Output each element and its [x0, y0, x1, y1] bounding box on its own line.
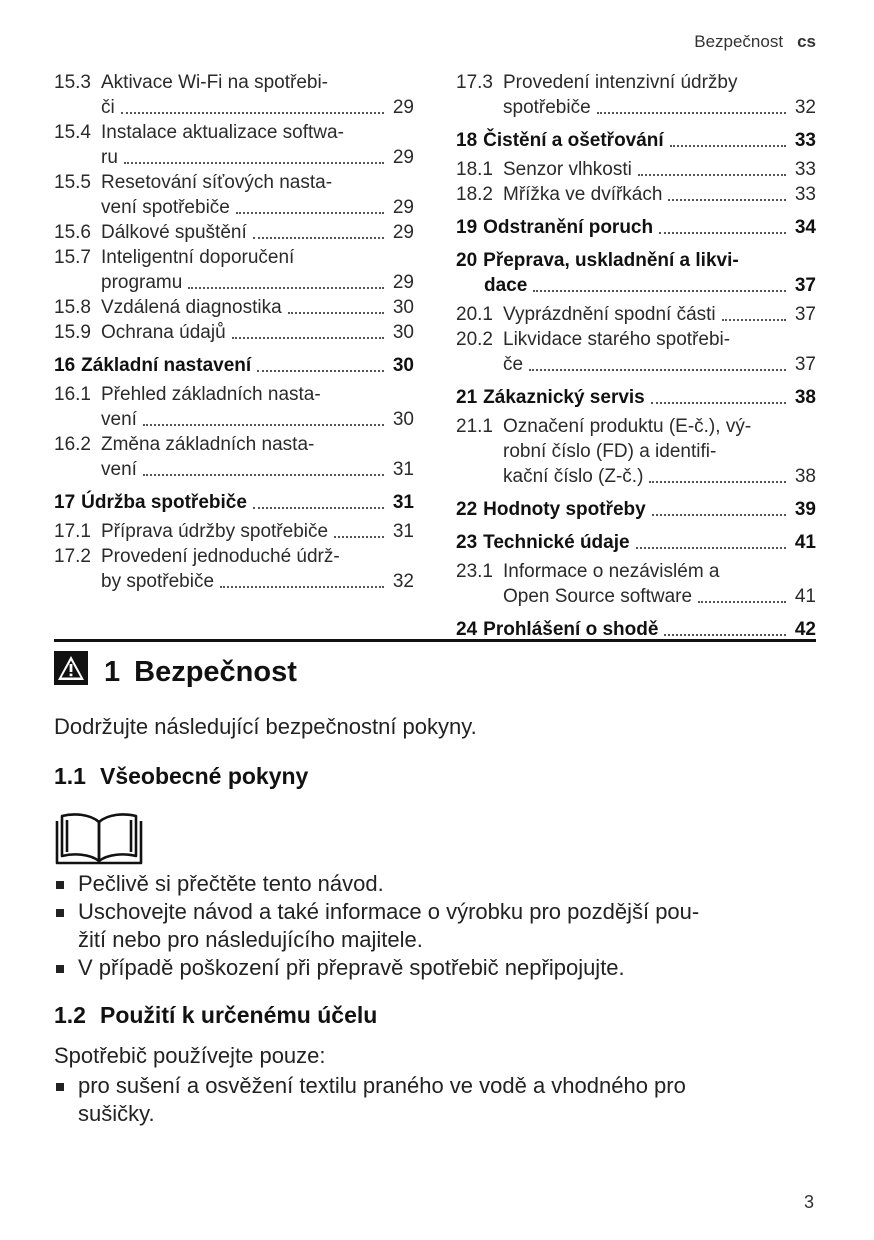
toc-page-number: 31	[392, 492, 414, 513]
toc-chapter-entry	[54, 353, 414, 378]
toc-page-number: 32	[392, 571, 414, 592]
toc-subsection-entry	[456, 157, 816, 182]
toc-subsection-entry	[54, 70, 414, 120]
toc-dot-leader	[670, 145, 786, 147]
subsection-title: Všeobecné pokyny	[99, 763, 309, 789]
bullet-square-icon	[56, 909, 64, 917]
toc-dot-leader	[220, 586, 384, 588]
toc-entry-title: kační číslo (Z-č.)	[503, 466, 644, 487]
toc-page-number: 37	[794, 354, 816, 375]
running-header-section: Bezpečnost	[694, 32, 784, 51]
toc-entry-title: robní číslo (FD) a identifi-	[503, 441, 717, 462]
toc-subsection-entry	[54, 544, 414, 594]
toc-entry-title: Údržba spotřebiče	[81, 492, 247, 513]
toc-page-number: 38	[794, 466, 816, 487]
toc-dot-leader	[651, 402, 786, 404]
intended-use-lead: Spotřebič používejte pouze:	[54, 1043, 326, 1068]
toc-page-number: 33	[794, 159, 816, 180]
toc-page-number: 34	[794, 217, 816, 238]
toc-entry-title: Přehled základních nasta-	[101, 384, 321, 405]
toc-entry-number: 15.3	[54, 72, 91, 93]
toc-page-number: 33	[794, 130, 816, 151]
toc-page-number: 29	[392, 147, 414, 168]
toc-entry-number: 15.4	[54, 122, 91, 143]
chapter-intro: Dodržujte následující bezpečnostní pokyny.	[54, 714, 477, 739]
toc-entry-number: 23.1	[456, 561, 493, 582]
running-header	[694, 32, 816, 52]
toc-entry-title: Vzdálená diagnostika	[101, 297, 282, 318]
toc-dot-leader	[334, 536, 384, 538]
toc-entry-title: Instalace aktualizace softwa-	[101, 122, 344, 143]
toc-entry-number: 15.5	[54, 172, 91, 193]
toc-entry-title: Open Source software	[503, 586, 693, 607]
toc-dot-leader	[188, 287, 384, 289]
running-header-language: cs	[797, 32, 816, 51]
list-item: pro sušení a osvěžení textilu praného ve vodě a vhodného pro sušičky.	[54, 1072, 816, 1128]
toc-entry-number: 15.8	[54, 297, 91, 318]
toc-dot-leader	[698, 601, 786, 603]
toc-page-number: 39	[794, 499, 816, 520]
toc-dot-leader	[597, 112, 786, 114]
toc-page-number: 31	[392, 459, 414, 480]
list-item: Pečlivě si přečtěte tento návod.	[54, 870, 816, 898]
toc-entry-number: 20	[456, 250, 478, 271]
toc-entry-number: 18.1	[456, 159, 493, 180]
toc-page-number: 38	[794, 387, 816, 408]
toc-entry-title: Odstranění poruch	[483, 217, 654, 238]
toc-subsection-entry	[456, 559, 816, 609]
toc-dot-leader	[236, 212, 384, 214]
toc-subsection-entry	[456, 302, 816, 327]
toc-entry-title: vení	[101, 409, 137, 430]
toc-entry-title: Základní nastavení	[81, 355, 252, 376]
toc-dot-leader	[257, 370, 384, 372]
toc-entry-number: 20.1	[456, 304, 493, 325]
toc-entry-number: 17.1	[54, 521, 91, 542]
toc-entry-title: Provedení intenzivní údržby	[503, 72, 738, 93]
toc-entry-number: 15.6	[54, 222, 91, 243]
toc-subsection-entry	[456, 327, 816, 377]
toc-dot-leader	[124, 162, 384, 164]
toc-entry-title: Resetování síťových nasta-	[101, 172, 333, 193]
toc-page-number: 31	[392, 521, 414, 542]
toc-page-number: 41	[794, 532, 816, 553]
subsection-number: 1.2	[54, 1002, 86, 1028]
toc-chapter-entry	[54, 490, 414, 515]
toc-entry-title: Hodnoty spotřeby	[483, 499, 646, 520]
toc-page-number: 33	[794, 184, 816, 205]
toc-dot-leader	[659, 232, 786, 234]
toc-page-number: 30	[392, 297, 414, 318]
bullet-square-icon	[56, 881, 64, 889]
toc-entry-title: Inteligentní doporučení	[101, 247, 295, 268]
toc-column-left	[54, 70, 414, 594]
general-instructions-list	[54, 870, 816, 982]
toc-entry-title: Senzor vlhkosti	[503, 159, 632, 180]
toc-subsection-entry	[54, 432, 414, 482]
toc-entry-title: Likvidace starého spotřebi-	[503, 329, 731, 350]
toc-dot-leader	[121, 112, 384, 114]
toc-entry-title: ru	[101, 147, 118, 168]
toc-entry-title: či	[101, 97, 115, 118]
toc-dot-leader	[529, 369, 786, 371]
subsection-heading-intended-use	[54, 1002, 377, 1029]
toc-entry-title: Dálkové spuštění	[101, 222, 247, 243]
warning-triangle-icon	[54, 651, 88, 685]
toc-entry-title: Přeprava, uskladnění a likvi-	[483, 250, 739, 271]
bullet-square-icon	[56, 965, 64, 973]
toc-subsection-entry	[54, 170, 414, 220]
toc-subsection-entry	[54, 120, 414, 170]
toc-page-number: 29	[392, 97, 414, 118]
toc-entry-title: Technické údaje	[483, 532, 630, 553]
toc-subsection-entry	[54, 382, 414, 432]
toc-entry-number: 24	[456, 619, 478, 640]
subsection-number: 1.1	[54, 763, 86, 789]
toc-entry-title: Označení produktu (E-č.), vý-	[503, 416, 752, 437]
toc-page-number: 37	[794, 304, 816, 325]
toc-dot-leader	[664, 634, 786, 636]
toc-page-number: 42	[794, 619, 816, 640]
subsection-heading-general	[54, 763, 308, 790]
toc-entry-title: če	[503, 354, 524, 375]
toc-subsection-entry	[54, 245, 414, 295]
toc-page-number: 32	[794, 97, 816, 118]
bullet-square-icon	[56, 1083, 64, 1091]
toc-entry-title: Aktivace Wi-Fi na spotřebi-	[101, 72, 329, 93]
toc-page-number: 29	[392, 272, 414, 293]
page-number: 3	[803, 1192, 814, 1212]
toc-page-number: 30	[392, 322, 414, 343]
toc-entry-title: Ochrana údajů	[101, 322, 226, 343]
toc-dot-leader	[533, 290, 786, 292]
toc-chapter-entry	[456, 128, 816, 153]
chapter-heading	[104, 656, 297, 689]
toc-entry-title: by spotřebiče	[101, 571, 215, 592]
toc-chapter-entry	[456, 530, 816, 555]
toc-entry-title: Vyprázdnění spodní části	[503, 304, 716, 325]
toc-entry-title: vení	[101, 459, 137, 480]
toc-dot-leader	[232, 337, 384, 339]
toc-subsection-entry	[54, 320, 414, 345]
toc-dot-leader	[636, 547, 786, 549]
toc-page-number: 37	[794, 275, 816, 296]
toc-dot-leader	[722, 319, 786, 321]
toc-entry-title: Změna základních nasta-	[101, 434, 315, 455]
open-book-icon	[54, 808, 144, 866]
toc-subsection-entry	[54, 295, 414, 320]
chapter-number: 1	[104, 656, 121, 688]
toc-entry-number: 16.2	[54, 434, 91, 455]
toc-entry-title: dace	[484, 275, 528, 296]
toc-dot-leader	[668, 199, 786, 201]
toc-dot-leader	[649, 481, 786, 483]
chapter-title: Bezpečnost	[134, 656, 297, 688]
toc-entry-number: 17.2	[54, 546, 91, 567]
toc-dot-leader	[638, 174, 786, 176]
toc-page-number: 30	[392, 409, 414, 430]
toc-entry-number: 16.1	[54, 384, 91, 405]
toc-entry-number: 18.2	[456, 184, 493, 205]
toc-entry-title: Zákaznický servis	[483, 387, 645, 408]
toc-entry-number: 20.2	[456, 329, 493, 350]
toc-entry-number: 23	[456, 532, 478, 553]
toc-dot-leader	[652, 514, 786, 516]
toc-chapter-entry	[456, 215, 816, 240]
toc-page-number: 30	[392, 355, 414, 376]
toc-entry-title: Informace o nezávislém a	[503, 561, 720, 582]
toc-subsection-entry	[456, 182, 816, 207]
toc-entry-title: Provedení jednoduché údrž-	[101, 546, 340, 567]
toc-entry-number: 18	[456, 130, 478, 151]
toc-page-number: 29	[392, 222, 414, 243]
toc-entry-number: 15.9	[54, 322, 91, 343]
toc-subsection-entry	[456, 414, 816, 489]
toc-entry-number: 21	[456, 387, 478, 408]
toc-dot-leader	[143, 474, 384, 476]
toc-subsection-entry	[456, 70, 816, 120]
toc-entry-title: spotřebiče	[503, 97, 591, 118]
toc-entry-title: programu	[101, 272, 183, 293]
toc-entry-title: vení spotřebiče	[101, 197, 230, 218]
intended-use-list	[54, 1072, 816, 1128]
toc-dot-leader	[253, 237, 384, 239]
toc-entry-number: 16	[54, 355, 76, 376]
section-divider	[54, 639, 816, 642]
toc-dot-leader	[253, 507, 384, 509]
toc-entry-title: Prohlášení o shodě	[483, 619, 659, 640]
toc-entry-number: 17.3	[456, 72, 493, 93]
toc-entry-number: 15.7	[54, 247, 91, 268]
toc-entry-title: Čistění a ošetřování	[483, 130, 664, 151]
toc-chapter-entry	[456, 248, 816, 298]
toc-chapter-entry	[456, 497, 816, 522]
toc-dot-leader	[288, 312, 384, 314]
list-item: V případě poškození při přepravě spotřebič nepřipojujte.	[54, 954, 816, 982]
toc-subsection-entry	[54, 220, 414, 245]
toc-page-number: 29	[392, 197, 414, 218]
toc-entry-number: 17	[54, 492, 76, 513]
toc-entry-number: 22	[456, 499, 478, 520]
toc-entry-number: 21.1	[456, 416, 493, 437]
subsection-title: Použití k určenému účelu	[99, 1002, 378, 1028]
list-item: Uschovejte návod a také informace o výrobku pro pozdější pou- žití nebo pro následujícího majitele.	[54, 898, 816, 954]
toc-chapter-entry	[456, 385, 816, 410]
toc-dot-leader	[143, 424, 384, 426]
toc-entry-title: Příprava údržby spotřebiče	[101, 521, 329, 542]
toc-entry-number: 19	[456, 217, 478, 238]
toc-subsection-entry	[54, 519, 414, 544]
toc-entry-title: Mřížka ve dvířkách	[503, 184, 663, 205]
toc-column-right	[456, 70, 816, 646]
toc-page-number: 41	[794, 586, 816, 607]
